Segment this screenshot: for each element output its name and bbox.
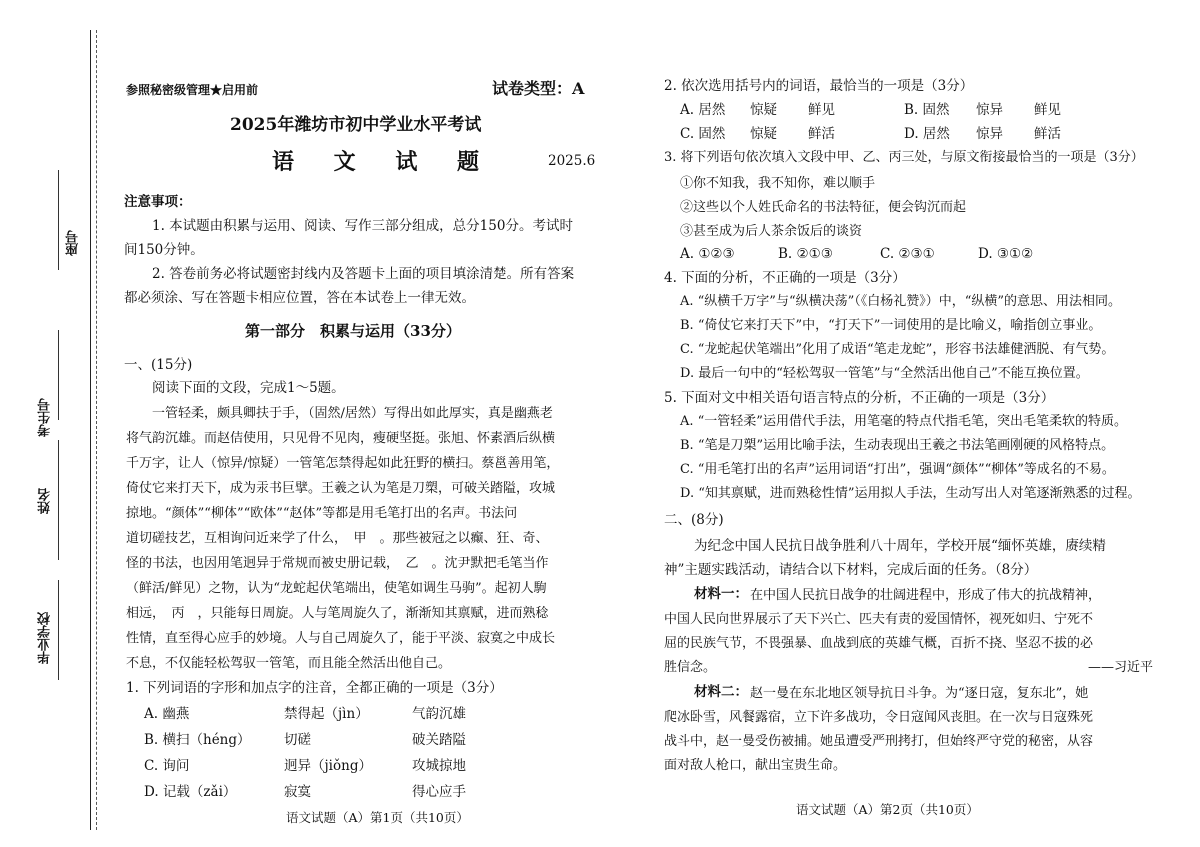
q2-stem: 2. 依次选用括号内的词语，最恰当的一项是（3分） — [664, 78, 974, 94]
q2-option-b-3: 鲜见 — [1034, 102, 1061, 118]
seal-dashed-line — [96, 30, 97, 830]
margin-solid-line — [90, 30, 91, 830]
q3-item: ③甚至成为后人茶余饭后的谈资 — [680, 224, 863, 239]
part1-heading: 第一部分 积累与运用（33分） — [245, 322, 461, 340]
material2-line: 面对敌人枪口，献出宝贵生命。 — [664, 758, 847, 773]
q2-option-a-3: 鲜见 — [808, 102, 835, 118]
q2-option-b-2: 惊异 — [976, 102, 1003, 118]
passage-line: 掠地。“颜体”“柳体”“欧体”“赵体”等都是用毛笔打出的名声。书法问 — [126, 506, 518, 521]
notice-line: 2. 答卷前务必将试题密封线内及答题卡上面的项目填涂清楚。所有答案 — [152, 266, 575, 282]
material1-line: 在中国人民抗日战争的壮阔进程中，形成了伟大的抗战精神， — [750, 588, 1102, 603]
section1-intro: 阅读下面的文段，完成1～5题。 — [152, 380, 345, 396]
page1-footer: 语文试题（A）第1页（共10页） — [286, 810, 469, 825]
passage-line: 千万字，让人（惊异/惊疑）一管笔怎禁得起如此狂野的横扫。蔡邕善用笔， — [126, 456, 560, 471]
material2-label: 材料二： — [694, 684, 748, 700]
q1-option-b-3: 破关踏隘 — [412, 732, 466, 748]
school-label: 毕业学校 — [38, 612, 53, 664]
q1-option-b-1: B. 横扫（héng） — [144, 732, 251, 748]
q1-option-d-2: 寂寞 — [284, 784, 311, 800]
q1-option-a-3: 气韵沉雄 — [412, 706, 466, 722]
passage-line: 一管轻柔，颇具卿扶于手，（固然/居然）写得出如此厚实，真是幽燕老 — [152, 406, 553, 421]
q1-option-c-2: 迥异（jiǒng） — [284, 758, 372, 774]
q3-option-d: D. ③①② — [978, 246, 1034, 262]
q4-option-c: C. “龙蛇起伏笔端出”化用了成语“笔走龙蛇”，形容书法雄健洒脱、有气势。 — [680, 342, 1115, 357]
q5-stem: 5. 下面对文中相关语句语言特点的分析，不正确的一项是（3分） — [664, 390, 1055, 406]
q2-option-c-2: 惊疑 — [750, 126, 777, 142]
passage-line: 将气韵沉雄。而赵佶使用，只见骨不见肉，瘦硬坚挺。张旭、怀素酒后纵横 — [126, 431, 556, 446]
material2-line: 赵一曼在东北地区领导抗日斗争。为“逐日寇，复东北”，她 — [750, 686, 1089, 701]
q3-option-a: A. ①②③ — [680, 246, 735, 262]
seat-label: 座号 — [66, 230, 81, 256]
material1-source: ——习近平 — [1088, 660, 1154, 675]
q1-option-c-3: 攻城掠地 — [412, 758, 466, 774]
q4-option-b: B. “倚仗它来打天下”中，“打天下”一词使用的是比喻义，喻指创立事业。 — [680, 318, 1102, 333]
subject-title: 语 文 试 题 — [272, 149, 495, 175]
q1-option-b-2: 切磋 — [284, 732, 311, 748]
q1-option-a-2: 禁得起（jìn） — [284, 706, 369, 722]
q3-item: ①你不知我，我不知你，难以顺手 — [680, 176, 876, 191]
q5-option-d: D. “知其禀赋，进而熟稔性情”运用拟人手法，生动写出人对笔逐渐熟悉的过程。 — [680, 486, 1141, 501]
q5-option-c: C. “用毛笔打出的名声”运用词语“打出”，强调“颜体”“柳体”等成名的不易。 — [680, 462, 1115, 477]
section2-intro-line: 为纪念中国人民抗日战争胜利八十周年，学校开展“缅怀英雄，赓续精 — [694, 538, 1106, 554]
q1-stem: 1. 下列词语的字形和加点字的注音，全都正确的一项是（3分） — [126, 680, 503, 696]
section1-heading: 一、(15分) — [124, 357, 193, 373]
q5-option-b: B. “笔是刀槊”运用比喻手法，生动表现出王羲之书法笔画刚硬的风格特点。 — [680, 438, 1115, 453]
notice-line: 都必须涂、写在答题卡相应位置，答在本试卷上一律无效。 — [124, 290, 475, 306]
material2-line: 爬冰卧雪，风餐露宿，立下许多战功，令日寇闻风丧胆。在一次与日寇殊死 — [664, 710, 1094, 725]
material1-line: 中国人民向世界展示了天下兴亡、匹夫有责的爱国情怀，视死如归、宁死不 — [664, 612, 1094, 627]
seat-field-line — [58, 170, 59, 270]
q1-option-d-3: 得心应手 — [412, 784, 466, 800]
material1-line: 屈的民族气节，不畏强暴、血战到底的英雄气概，百折不挠、坚忍不拔的必 — [664, 636, 1094, 651]
page2-footer: 语文试题（A）第2页（共10页） — [796, 802, 979, 817]
exam-date: 2025.6 — [548, 153, 596, 169]
section2-intro-line: 神”主题实践活动，请结合以下材料，完成后面的任务。（8分） — [664, 562, 1038, 578]
section2-heading: 二、(8分) — [664, 512, 724, 528]
q2-option-c-1: C. 固然 — [680, 126, 726, 142]
q4-stem: 4. 下面的分析，不正确的一项是（3分） — [664, 270, 906, 286]
q2-option-c-3: 鲜活 — [808, 126, 835, 142]
q2-option-d-2: 惊异 — [976, 126, 1003, 142]
exam-no-label: 考生号 — [38, 398, 53, 437]
q2-option-d-1: D. 居然 — [904, 126, 950, 142]
name-label: 姓名 — [38, 488, 53, 514]
q3-stem: 3. 将下列语句依次填入文段中甲、乙、丙三处，与原文衔接最恰当的一项是（3分） — [664, 150, 1144, 165]
passage-line: 倚仗它来打天下，成为汞书巨擘。王羲之认为笔是刀槊，可破关踏隘，攻城 — [126, 481, 556, 496]
q5-option-a: A. “一管轻柔”运用借代手法，用笔毫的特点代指毛笔，突出毛笔柔软的特质。 — [680, 414, 1127, 429]
passage-line: （鲜活/鲜见）之物，认为“龙蛇起伏笔端出，使笔如调生马驹”。起初人駒 — [126, 581, 547, 596]
q4-option-d: D. 最后一句中的“轻松驾驭一管笔”与“全然活出他自己”不能互换位置。 — [680, 366, 1089, 381]
q1-option-d-1: D. 记载（zǎi） — [144, 784, 237, 800]
exam-title: 2025年潍坊市初中学业水平考试 — [230, 115, 482, 135]
material1-label: 材料一： — [694, 586, 748, 602]
passage-line: 道切磋技艺，互相询问近来学了什么， 甲 。那些被冠之以癫、狂、奇、 — [126, 531, 549, 546]
secret-level-label: 参照秘密级管理★启用前 — [126, 83, 259, 97]
q3-option-c: C. ②③① — [880, 246, 935, 262]
q2-option-a-1: A. 居然 — [680, 102, 726, 118]
exam-no-field-line — [58, 330, 59, 420]
notice-line: 1. 本试题由积累与运用、阅读、写作三部分组成，总分150分。考试时 — [152, 218, 573, 234]
passage-line: 怪的书法，也因用笔迥异于常规而被史册记载， 乙 。沈尹默把毛笔当作 — [126, 556, 549, 571]
q3-option-b: B. ②①③ — [778, 246, 833, 262]
q2-option-b-1: B. 固然 — [904, 102, 950, 118]
q1-option-c-1: C. 询问 — [144, 758, 190, 774]
name-field-line — [58, 440, 59, 560]
material2-line: 战斗中，赵一曼受伤被捕。她虽遭受严刑拷打，但始终严守党的秘密，从容 — [664, 734, 1094, 749]
q2-option-d-3: 鲜活 — [1034, 126, 1061, 142]
passage-line: 性情，直至得心应手的妙境。人与自己周旋久了，能于平淡、寂寞之中成长 — [126, 631, 556, 646]
q3-item: ②这些以个人姓氏命名的书法特征，便会钩沉而起 — [680, 200, 967, 215]
paper-type: 试卷类型：A — [492, 79, 585, 98]
material1-line: 胜信念。 — [664, 660, 717, 675]
q2-option-a-2: 惊疑 — [750, 102, 777, 118]
q4-option-a: A. “纵横千万字”与“纵横决荡”（《白杨礼赞》）中，“纵横”的意思、用法相同。 — [680, 294, 1122, 309]
passage-line: 相远， 丙 ，只能每日周旋。人与笔周旋久了，渐渐知其禀赋，进而熟稔 — [126, 606, 549, 621]
q1-option-a-1: A. 幽燕 — [144, 706, 190, 722]
notice-line: 间150分钟。 — [124, 242, 204, 258]
passage-line: 不息，不仅能轻松驾驭一管笔，而且能全然活出他自己。 — [126, 656, 452, 671]
notice-heading: 注意事项： — [124, 194, 192, 210]
school-field-line — [58, 580, 59, 680]
